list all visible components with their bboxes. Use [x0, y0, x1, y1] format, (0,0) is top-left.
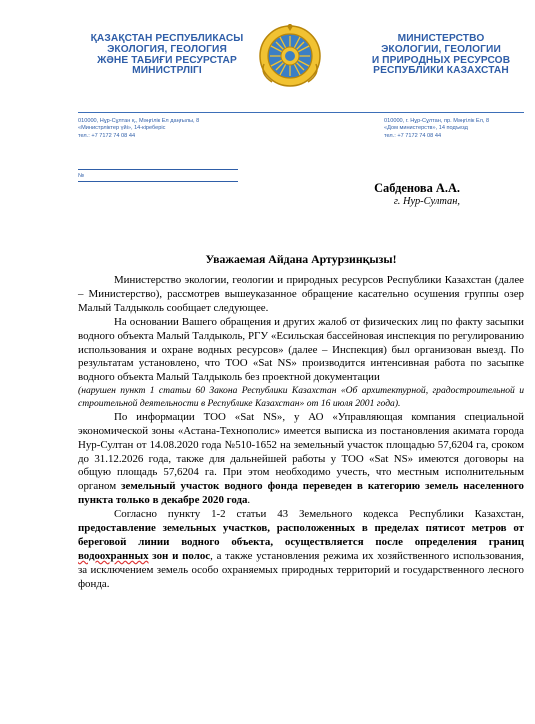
state-emblem-icon — [258, 24, 322, 88]
address-line: 010000, Нұр-Сұлтан қ., Мәңгілік Ел даңғылы, 8 — [78, 118, 200, 124]
address-kazakh — [78, 118, 228, 140]
emphasis-text-underlined: водоохранных — [78, 549, 149, 562]
emphasis-text: земельный участок водного фонда переведен в категорию земель населенного пункта только в декабре 2020 года — [78, 480, 524, 507]
address-line: 010000, г. Нұр-Сұлтан, пр. Мәңгілік Ел, 8 — [384, 118, 490, 124]
ministry-name-kazakh-line: ҚАЗАҚСТАН РЕСПУБЛИКАСЫ — [90, 33, 244, 44]
address-russian — [384, 118, 534, 140]
paragraph — [78, 411, 524, 508]
paragraph-text: . — [247, 494, 251, 507]
emphasis-text: зон и полос — [152, 549, 211, 562]
paragraph — [78, 508, 524, 591]
address-line: тел.: +7 7172 74 08 44 — [78, 132, 136, 139]
emphasis-text: предоставление земельных участков, расположенных в пределах пятисот метров от береговой линии водного объекта, осуществляется после определения границ — [78, 522, 524, 548]
paragraph — [78, 316, 524, 411]
ministry-name-russian-line: РЕСПУБЛИКИ КАЗАХСТАН — [373, 65, 509, 77]
ministry-name-russian-line: И ПРИРОДНЫХ РЕСУРСОВ — [371, 54, 511, 66]
ministry-name-kazakh-line: МИНИСТРЛІГІ — [132, 65, 202, 77]
header-divider — [78, 112, 524, 113]
registration-number-label: № — [78, 173, 85, 179]
paragraph — [78, 274, 524, 316]
recipient-city: г. Нур-Султан, — [393, 196, 460, 207]
paragraph-text: По информации ТОО «Sat NS», у АО «Управляющая компания специальной экономической зоны «Астана-Технополис» имеется выписка из постановления акимата города Нур-Султан от 14.08.2020 года №510-1652 на земельный участок площадью 57,6204 га, сроком до 31.12.2026 года, также для дальнейшей работы у ТОО «Sat NS» имеются договоры на общую площадь 57,6204 га. При этом необходимо учесть, что местным исполнительным органом — [78, 410, 524, 493]
address-line: «Дом министерств», 14 подъезд — [384, 125, 468, 132]
recipient-name: Сабденова А.А. — [374, 181, 460, 195]
ministry-name-kazakh — [78, 34, 256, 77]
paragraph-text: Согласно пункту 1-2 статьи 43 Земельного кодекса Республики Казахстан, — [114, 508, 524, 521]
letter-body — [78, 274, 524, 592]
greeting: Уважаемая Айдана Артурзинқызы! — [205, 252, 397, 266]
ministry-name-kazakh-line: ЖӘНЕ ТАБИҒИ РЕСУРСТАР — [97, 54, 237, 66]
address-line: «Министрліктер үйі», 14-кіреберіс — [78, 125, 166, 132]
address-line: тел.: +7 7172 74 08 44 — [384, 132, 442, 139]
ministry-name-russian-line: ЭКОЛОГИИ, ГЕОЛОГИИ — [381, 43, 501, 55]
registration-line-date — [78, 169, 238, 170]
paragraph-text: Министерство экологии, геологии и природных ресурсов Республики Казахстан (далее – Министерство), рассмотрев вышеуказанное обращение касательно осушения группы озер Малый Талдыколь сообщает следующее. — [78, 274, 524, 314]
paragraph-text: , а также установления режима их хозяйственного использования, за исключением земель особо охраняемых природных территорий и государственного лесного фонда. — [78, 549, 525, 590]
paragraph-text: На основании Вашего обращения и других жалоб от физических лиц по факту засыпки водного объекта Малый Талдыколь, РГУ «Есильская бассейновая инспекция по регулированию использования и охране водных ресурсов» (далее – Инспекция) был организован выезд. По результатам установлено, что ТОО «Sat NS» производится интенсивная работа по засыпке водного объекта Малый Талдыколь без проектной документации — [78, 315, 524, 384]
ministry-name-russian — [356, 34, 526, 77]
registration-line-number — [78, 181, 238, 182]
ministry-name-kazakh-line: ЭКОЛОГИЯ, ГЕОЛОГИЯ — [107, 43, 227, 55]
legal-note: (нарушен пункт 1 статьи 60 Закона Республики Казахстан «Об архитектурной, градостроительной и строительной деятельности в Республике Казахстан» от 16 июля 2001 года). — [78, 385, 524, 410]
ministry-name-russian-line: МИНИСТЕРСТВО — [397, 33, 485, 44]
